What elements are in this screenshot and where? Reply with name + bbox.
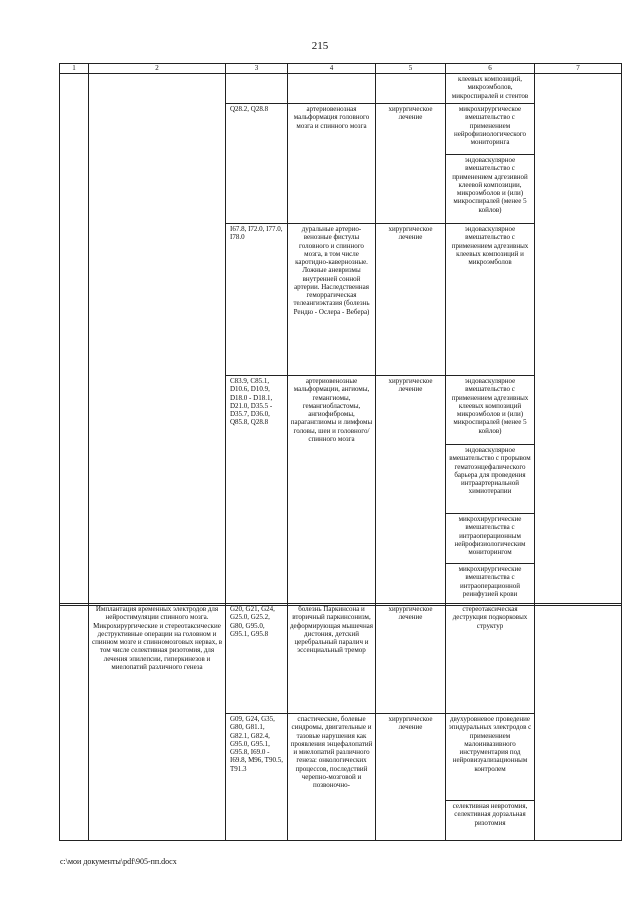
- cell-col5: [376, 74, 446, 104]
- disease-model: спастические, болевые синдромы, двигательные и тазовые нарушения как проявления энцефалопатий и миелопатий различного генеза: онкологических процессов, последствий черепно-мозговой и позвоночно-: [288, 714, 376, 841]
- treatment-method: эндоваскулярное вмешательство с применением адгезивной клеевой композиции, микроэмболов и (или) микроспиралей (менее 5 койлов): [446, 155, 535, 224]
- disease-model: болезнь Паркинсона и вторичный паркинсонизм, деформирующая мышечная дистония, детский церебральный паралич и эссенциальный тремор: [288, 604, 376, 714]
- treatment-method: стереотаксическая деструкция подкорковых структур: [446, 604, 535, 714]
- column-header-6: 6: [446, 64, 535, 74]
- treatment-method: микрохирургические вмешательства с интраоперационным нейрофизиологическим мониторингом: [446, 514, 535, 564]
- column-header-4: 4: [288, 64, 376, 74]
- treatment-type: хирургическое лечение: [376, 714, 446, 841]
- cell-col2: [89, 74, 226, 606]
- table-row: [60, 74, 622, 104]
- treatment-method: эндоваскулярное вмешательство с применением адгезивных клеевых композиций и микроэмболов: [446, 224, 535, 376]
- diagnosis-codes: Q28.2, Q28.8: [226, 104, 288, 224]
- cell-col6: клеевых композиций, микроэмболов, микроспиралей и стентов: [446, 74, 535, 104]
- medical-care-table-continued: [59, 603, 622, 841]
- column-header-1: 1: [60, 64, 89, 74]
- column-header-2: 2: [89, 64, 226, 74]
- cell-col1: [60, 604, 89, 841]
- cell-col7: [535, 604, 622, 841]
- page-number: 215: [311, 40, 329, 52]
- method-name: Имплантация временных электродов для нейростимуляции спинного мозга. Микрохирургические и стереотаксические деструктивные операции на головном и спинном мозге и спинномозговых нервах, в том числе селективная ризотомия, для лечения эпилепсии, гиперкинезов и миелопатий различного генеза: [89, 604, 226, 841]
- disease-model: артериовенозные мальформации, ангиомы, гемангиомы, гемангиобластомы, ангиофибромы, параганглиомы и лимфомы головы, шеи и головного/спинного мозга: [288, 376, 376, 606]
- footer-file-path: c:\мои документы\pdf\905-пп.docx: [60, 857, 177, 866]
- treatment-method: микрохирургические вмешательства с интраоперационной реинфузией крови: [446, 564, 535, 606]
- treatment-method: эндоваскулярное вмешательство с прорывом гематоэнцефалического барьера для проведения интраартериальной химиотерапии: [446, 445, 535, 514]
- diagnosis-codes: C83.9, C85.1, D10.6, D10.9, D18.0 - D18.1, D21.0, D35.5 - D35.7, D36.0, Q85.8, Q28.8: [226, 376, 288, 606]
- column-number-row: [60, 64, 622, 74]
- treatment-type: хирургическое лечение: [376, 104, 446, 224]
- medical-care-table: [59, 63, 622, 606]
- diagnosis-codes: G09, G24, G35, G80, G81.1, G82.1, G82.4, G95.0, G95.1, G95.8, I69.0 - I69.8, M96, T90.5, T91.3: [226, 714, 288, 841]
- treatment-type: хирургическое лечение: [376, 604, 446, 714]
- treatment-method: двухуровневое проведение эпидуральных электродов с применением малоинвазивного инструментария под нейровизуализационным контролем: [446, 714, 535, 801]
- diagnosis-codes: G20, G21, G24, G25.0, G25.2, G80, G95.0, G95.1, G95.8: [226, 604, 288, 714]
- diagnosis-codes: I67.8, I72.0, I77.0, I78.0: [226, 224, 288, 376]
- treatment-method: микрохирургическое вмешательство с применением нейрофизиологического мониторинга: [446, 104, 535, 155]
- treatment-method: эндоваскулярное вмешательство с применением адгезивных клеевых композиций микроэмболов и (или) микроспиралей (менее 5 койлов): [446, 376, 535, 445]
- table-row: [60, 604, 622, 714]
- cell-col4: [288, 74, 376, 104]
- disease-model: артериовенозная мальформация головного мозга и спинного мозга: [288, 104, 376, 224]
- column-header-5: 5: [376, 64, 446, 74]
- cell-col3: [226, 74, 288, 104]
- column-header-3: 3: [226, 64, 288, 74]
- treatment-method: селективная невротомия, селективная дорзальная ризотомия: [446, 801, 535, 841]
- cell-col1: [60, 74, 89, 606]
- treatment-type: хирургическое лечение: [376, 224, 446, 376]
- cell-col7: [535, 74, 622, 606]
- treatment-type: хирургическое лечение: [376, 376, 446, 606]
- column-header-7: 7: [535, 64, 622, 74]
- disease-model: дуральные артерио-венозные фистулы головного и спинного мозга, в том числе каротидно-кавернозные. Ложные аневризмы внутренней сонной артерии. Наследственная геморрагическая телеангиэктазия (болезнь Рендю - Ослера - Вебера): [288, 224, 376, 376]
